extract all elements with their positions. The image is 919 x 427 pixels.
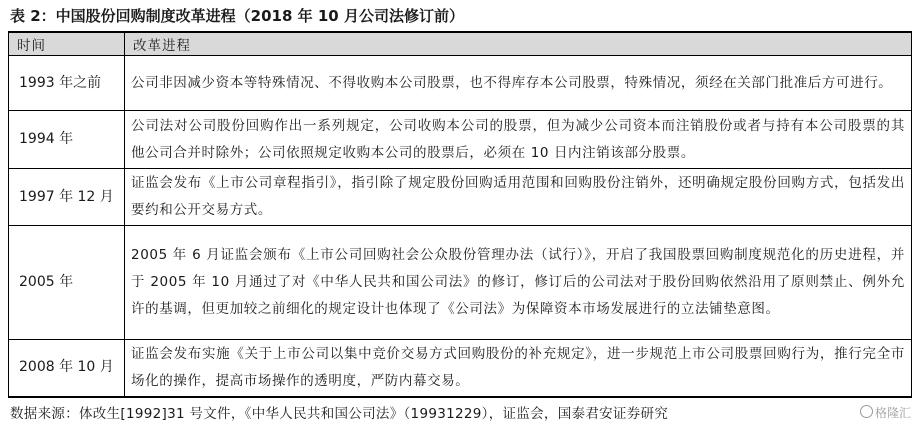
header-time: 时间	[9, 32, 125, 56]
row-period: 1993 年之前	[9, 56, 125, 111]
table-title: 表 2：中国股份回购制度改革进程（2018 年 10 月公司法修订前）	[10, 7, 464, 25]
row-content: 证监会发布实施《关于上市公司以集中竞价交易方式回购股份的补充规定》，进一步规范上市公司股票回购行为，推行完全市场化的操作，提高市场操作的透明度，严防内幕交易。	[125, 340, 912, 397]
row-period: 1997 年 12 月	[9, 169, 125, 226]
row-content: 公司非因减少资本等特殊情况、不得收购本公司股票，也不得库存本公司股票，特殊情况，须经在关部门批准后方可进行。	[125, 56, 912, 111]
table-row	[9, 169, 912, 226]
row-period: 2005 年	[9, 226, 125, 340]
watermark	[860, 404, 911, 421]
row-content: 证监会发布《上市公司章程指引》，指引除了规定股份回购适用范围和回购股份注销外，还明确规定股份回购方式，包括发出要约和公开交易方式。	[125, 169, 912, 226]
watermark-text: 格隆汇	[874, 406, 911, 420]
reform-table	[8, 31, 912, 398]
table-row	[9, 226, 912, 340]
row-period: 2008 年 10 月	[9, 340, 125, 397]
table-header-row	[9, 32, 912, 56]
row-content: 2005 年 6 月证监会颁布《上市公司回购社会公众股份管理办法（试行）》，开启了我国股票回购制度规范化的历史进程，并于 2005 年 10 月通过了对《中华人民共和国公司法》的修订，修订后的公司法对于股份回购依然沿用了原则禁止、例外允许的基调，但更加较之前细化的规定设计也体现了《公司法》为保障资本市场发展进行的立法铺垫意图。	[125, 226, 912, 340]
row-period: 1994 年	[9, 111, 125, 169]
header-reform-progress: 改革进程	[125, 32, 912, 56]
table-row	[9, 56, 912, 111]
data-source-note: 数据来源：体改生[1992]31 号文件，《中华人民共和国公司法》（19931229），证监会，国泰君安证券研究	[10, 406, 669, 422]
row-content: 公司法对公司股份回购作出一系列规定，公司收购本公司的股票，但为减少公司资本而注销股份或者与持有本公司股票的其他公司合并时除外；公司依照规定收购本公司的股票后，必须在 10 日内注销该部分股票。	[125, 111, 912, 169]
table-row	[9, 340, 912, 397]
table-row	[9, 111, 912, 169]
gelonghui-logo-icon	[860, 405, 873, 418]
